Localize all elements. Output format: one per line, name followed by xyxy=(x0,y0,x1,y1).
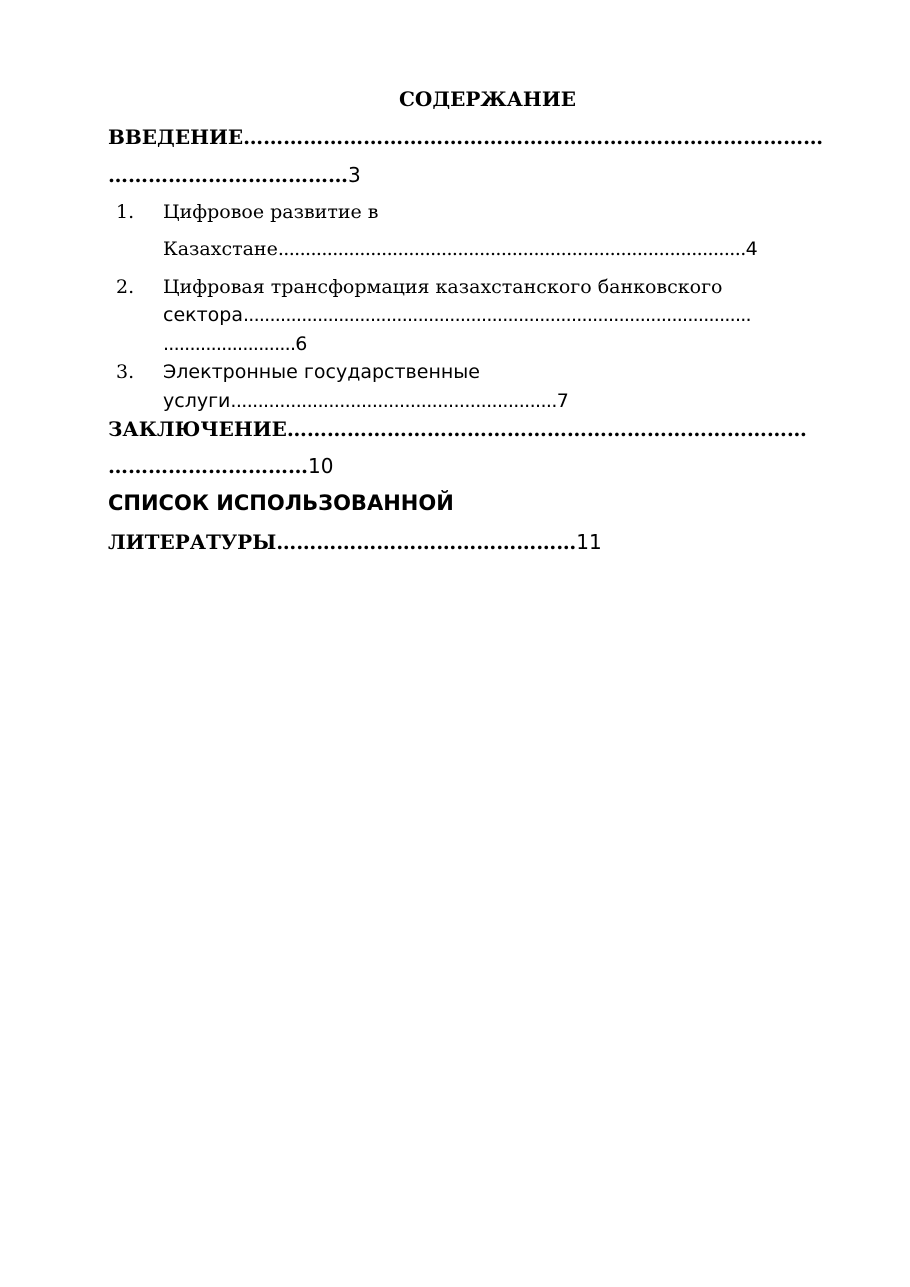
toc-entry-label: ВВЕДЕНИЕ xyxy=(108,125,244,149)
toc-entry-e-government xyxy=(163,388,569,414)
toc-leader: ...................................................................................... xyxy=(277,238,746,260)
toc-entry-banking-sector-continued xyxy=(163,331,307,357)
toc-entry-number: 3. xyxy=(116,361,135,383)
toc-entry-number: 2. xyxy=(116,276,135,298)
toc-entry-conclusion xyxy=(108,416,807,442)
toc-entry-conclusion-continued xyxy=(108,453,333,480)
toc-page-number: 4 xyxy=(745,238,758,260)
toc-page-number: 3 xyxy=(348,163,361,187)
toc-entry-bibliography-continued xyxy=(108,529,602,556)
toc-entry-title-continued: услуги xyxy=(163,390,231,412)
toc-entry-title: Цифровое развитие в xyxy=(163,201,379,223)
toc-page-number: 7 xyxy=(556,390,569,412)
toc-entry-banking-sector xyxy=(163,302,751,329)
toc-entry-introduction-continued xyxy=(108,162,361,189)
toc-page-number: 6 xyxy=(295,333,308,355)
toc-entry-introduction xyxy=(108,124,823,150)
toc-entry-title: Электронные государственные xyxy=(163,361,480,383)
toc-leader: …………………………………………………………………… xyxy=(286,417,807,441)
toc-leader: ……………………………… xyxy=(108,163,348,187)
toc-leader: ................................................................................................ xyxy=(243,304,751,326)
toc-page-number: 11 xyxy=(576,530,602,554)
toc-entry-number: 1. xyxy=(116,201,135,223)
toc-entry-bibliography: СПИСОК ИСПОЛЬЗОВАННОЙ xyxy=(108,491,454,515)
toc-entry-label: ЗАКЛЮЧЕНИЕ xyxy=(108,417,287,441)
toc-page-number: 10 xyxy=(308,454,334,478)
toc-leader: …………………………………………………………………………… xyxy=(243,125,824,149)
toc-leader: ............................................................ xyxy=(230,390,557,412)
toc-entry-title: Цифровая трансформация казахстанского банковского xyxy=(163,276,723,298)
toc-entry-title-continued: Казахстане xyxy=(163,238,278,260)
toc-leader: ………………………… xyxy=(108,454,308,478)
toc-leader: ……………………………………… xyxy=(276,530,577,554)
toc-title: СОДЕРЖАНИЕ xyxy=(399,87,576,111)
toc-entry-digital-development xyxy=(163,236,758,263)
toc-entry-label: ЛИТЕРАТУРЫ xyxy=(108,530,277,554)
toc-leader: ......................... xyxy=(163,333,296,355)
toc-entry-title-continued: сектора xyxy=(163,304,244,326)
